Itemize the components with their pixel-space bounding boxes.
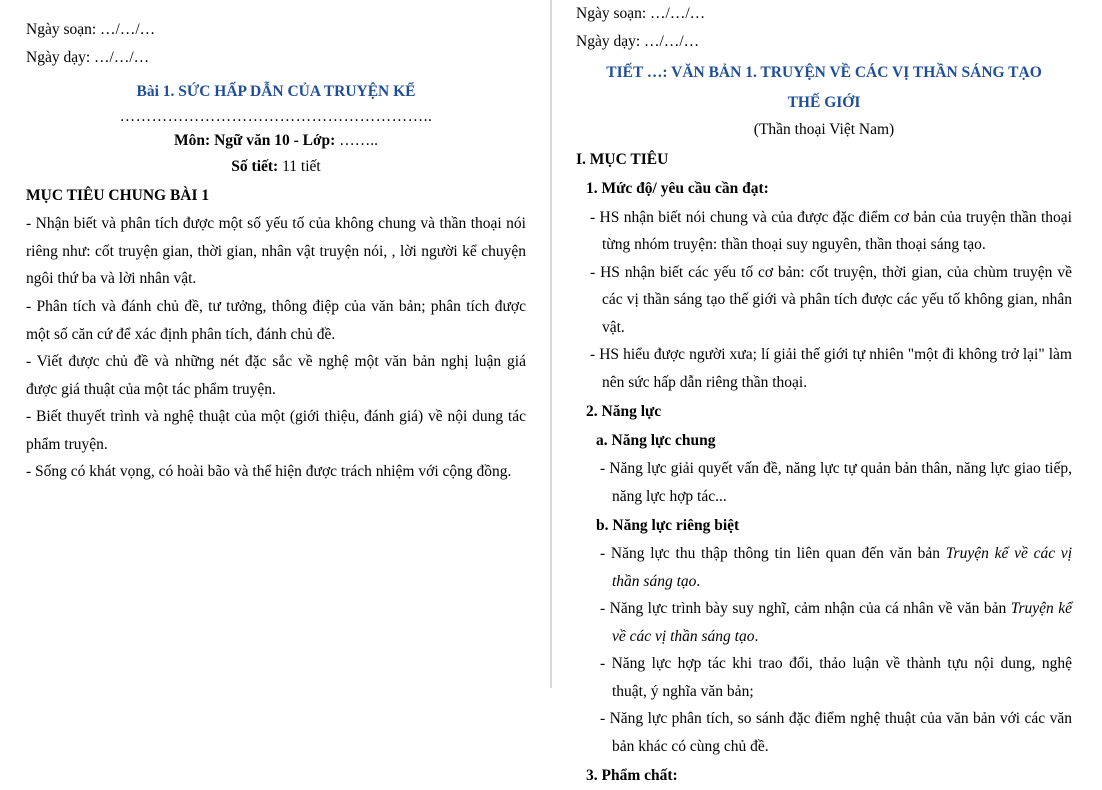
left-section-heading: MỤC TIÊU CHUNG BÀI 1	[26, 186, 210, 204]
left-subject-label: Môn: Ngữ văn 10 - Lớp:	[174, 132, 336, 150]
left-subject-line	[26, 128, 526, 154]
left-periods-value: 11 tiết	[282, 158, 321, 176]
right-heading-2: 2. Năng lực	[586, 402, 662, 420]
right-item-1-1: - HS nhận biết nói chung và của được đặc điểm cơ bản của truyện thần thoại từng nhóm truyện: thần thoại suy nguyên, thần thoại sáng tạo.	[590, 208, 1072, 254]
right-item-2b-3	[576, 650, 1072, 705]
left-title: Bài 1. SỨC HẤP DẪN CỦA TRUYỆN KỂ	[136, 83, 416, 101]
right-item-2b-4	[576, 705, 1072, 760]
right-item-2b-3-text: - Năng lực hợp tác khi trao đổi, thảo luận về thành tựu nội dung, nghệ thuật, ý nghĩa văn bản;	[600, 655, 1072, 700]
right-item-2b-1-text: - Năng lực thu thập thông tin liên quan đến văn bản	[600, 545, 946, 563]
left-subject-value: ……..	[339, 132, 378, 150]
right-item-2b-2-text: - Năng lực trình bày suy nghĩ, cảm nhận của cá nhân về văn bản	[600, 600, 1011, 618]
right-meta-day: Ngày dạy: …/…/…	[576, 32, 700, 50]
left-periods-line	[26, 154, 526, 180]
right-heading-3: 3. Phẩm chất:	[586, 766, 678, 784]
right-item-2b-2	[576, 595, 1072, 650]
right-column	[552, 0, 1102, 784]
left-bullet-3: - Viết được chủ đề và những nét đặc sắc về nghệ một văn bản nghị luận giá được giá thuật của một tác phẩm truyện.	[26, 353, 526, 398]
right-item-2b-1-tail: .	[696, 572, 701, 590]
right-title-line-1: TIẾT …: VĂN BẢN 1. TRUYỆN VỀ CÁC VỊ THẦN SÁNG TẠO	[606, 64, 1042, 82]
left-bullet-4: - Biết thuyết trình và nghệ thuật của một (giới thiệu, đánh giá) về nội dung tác phẩm truyện.	[26, 408, 526, 453]
right-heading-muc-tieu: I. MỤC TIÊU	[576, 150, 669, 168]
right-item-2b-4-text: - Năng lực phân tích, so sánh đặc điểm nghệ thuật của văn bản với các văn bản khác có cùng chủ đề.	[600, 710, 1072, 756]
right-item-1-2: - HS nhận biết các yếu tố cơ bản: cốt truyện, thời gian, của chùm truyện về các vị thần sáng tạo thế giới và phân tích được các yếu tố không gian, nhân vật.	[590, 263, 1072, 336]
left-meta-soan: Ngày soạn: …/…/…	[26, 21, 156, 38]
right-item-2b-1	[576, 540, 1072, 595]
left-bullet-1: - Nhận biết và phân tích được một số yếu tố của không chung và thần thoại nói riêng như: cốt truyện gian, thời gian, nhân vật truyện nói, , lời người kể chuyện ngôi thứ ba và lời nhân vật.	[26, 215, 526, 288]
right-item-1-3: - HS hiểu được người xưa; lí giải thế giới tự nhiên "một đi không trở lại" làm nên sức hấp dẫn riêng thần thoại.	[590, 346, 1072, 391]
right-item-2b-1-italic: Truyện kể về các vị thần sáng tạo	[612, 545, 1072, 590]
left-periods-label: Số tiết:	[231, 158, 279, 176]
right-heading-2b: b. Năng lực riêng biệt	[596, 516, 740, 534]
right-subtitle: (Thần thoại Việt Nam)	[753, 121, 895, 139]
left-bullet-5: - Sống có khát vọng, có hoài bão và thể hiện được trách nhiệm với cộng đồng.	[26, 463, 512, 481]
right-title-line-2: THẾ GIỚI	[787, 94, 861, 112]
left-bullet-2: - Phân tích và đánh chủ đề, tư tưởng, thông điệp của văn bản; phân tích được một số căn cứ để xác định phân tích, đánh chủ đề.	[26, 297, 526, 343]
left-meta-day: Ngày dạy: …/…/…	[26, 48, 150, 66]
right-heading-1: 1. Mức độ/ yêu cầu cần đạt:	[586, 180, 769, 198]
right-heading-2a: a. Năng lực chung	[596, 431, 716, 449]
right-item-2a-1: - Năng lực giải quyết vấn đề, năng lực tự quản bản thân, năng lực giao tiếp, năng lực hợp tác...	[600, 460, 1072, 505]
left-dots: …………………………………………………..	[119, 107, 433, 125]
left-column	[0, 0, 550, 688]
right-item-2b-2-italic: Truyện kể về các vị thần sáng tạo	[612, 600, 1072, 645]
right-meta-soan: Ngày soạn: …/…/…	[576, 5, 706, 22]
right-item-2b-2-tail: .	[754, 627, 759, 645]
